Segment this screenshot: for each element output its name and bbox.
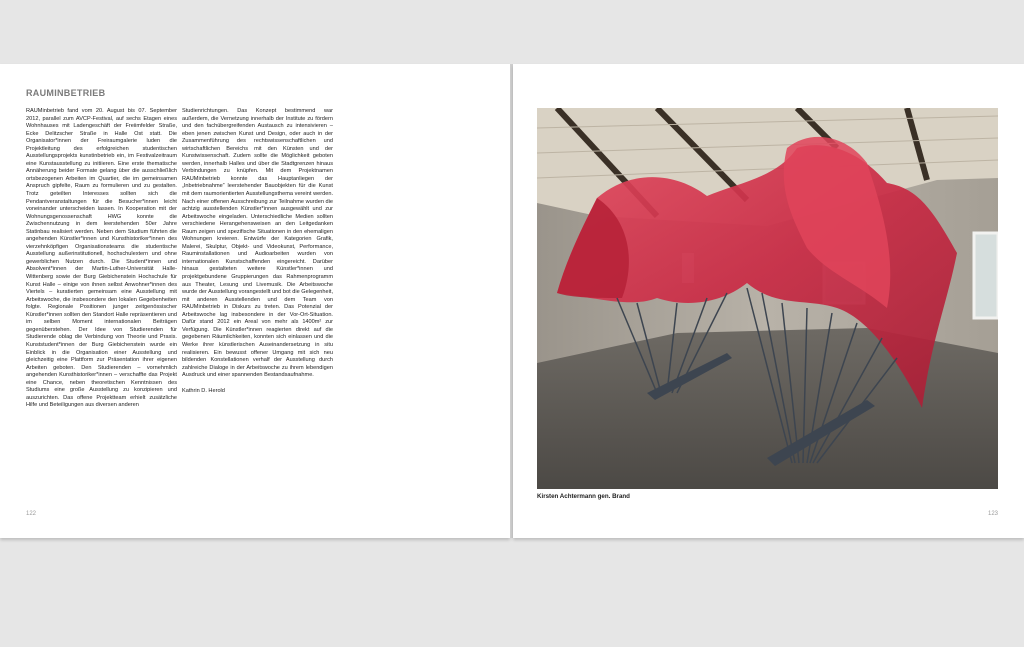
- page-number-left: 122: [26, 511, 37, 517]
- photo-caption: Kirsten Achtermann gen. Brand: [537, 493, 630, 500]
- right-page: [513, 64, 1024, 538]
- installation-photo-illustration: [537, 108, 998, 489]
- text-column-1: [26, 108, 177, 410]
- section-title: RAUMINBETRIEB: [26, 88, 106, 98]
- book-spread: [0, 64, 1024, 540]
- installation-photo: [537, 108, 998, 489]
- body-text-column-1: RAUMinbetrieb fand vom 20. August bis 07. September 2012, parallel zum AVCP-Festival, auf sechs Etagen eines Wohnhauses mit Ladengeschäft der Freiimfelder Straße, Ecke Delitzscher Straße in Halle Ost statt. Die Organisator*innen der Freiraumgalerie luden die Projektleitung des erfolgreichen studentischen Ausstellungsprojekts kunstinbetrieb ein, im Festivalzeitraum eine Kunstausstellung zu initiieren. Eine erste thematische Annäherung beider Formate gelang über die ausschließlich ortsbezogenen Arbeiten im Quartier, die im gemeinsamen Anspruch gipfelte, Raum zu formulieren und zu gestalten. Trotz geteilten Interesses sollten sich die Pendantveranstaltungen für die Besucher*innen leicht voneinander unterscheiden lassen. In Kooperation mit der Wohnungsgenossenschaft HWG konnte die Zwischennutzung in dem leerstehenden 50er Jahre Statinbau realisiert werden. Neben dem Studium führten die angehenden Künstler*innen und Kunsthistoriker*innen des vierzehnköpfigen Organisationsteams die studentische Ausstellung außerinstitutionell, hochschulextern und ohne gewerblichen Nutzen durch. Die Student*innen und Absolvent*innen der Martin-Luther-Universität Halle-Wittenberg sowie der Burg Giebichenstein Hochschule für Kunst Halle – einige von ihnen selbst Anwohner*innen des Viertels – kuratierten gemeinsam eine Ausstellung mit Arbeitswoche, die insbesondere den lokalen Gegebenheiten folgte. Regionale Positionen junger zeitgenössischer Künstler*innen sollten den Standort Halle repräsentieren und im selben Moment internationalen Beiträgen gegenüberstehen. Der Idee von Studierenden für Studierende oblag die Verbindung von Theorie und Praxis. Kunststudent*innen der Burg Giebichenstein wurde ein Einblick in die Organisation einer Ausstellung und gleichzeitig eine Plattform zur Präsentation ihrer eigenen Arbeiten geboten. Den Studierenden – vornehmlich angehenden Kunsthistoriker*innen – verschaffte das Projekt eine Chance, neben theoretischen Kenntnissen des Studiums eine große Ausstellung zu konzipieren und auszurichten. Das offene Projektteam erhielt zusätzliche Hilfe und Beteiligungen aus diversen anderen: [26, 108, 177, 409]
- author-signature: Kathrin D. Herold: [182, 387, 225, 394]
- body-text-column-2: Studienrichtungen. Das Konzept bestimmend war außerdem, die Vernetzung innerhalb der Institute zu fördern und den fachübergreifenden Austausch zu intensivieren – eben jenen zwischen Kunst und Design, oder auch in der Zusammenführung des rechtswissenschaftlichen und wirtschaftlichen Bereichs mit den Künsten und der Kunstwissenschaft. Zudem sollte die Möglichkeit geboten werden, innerhalb Halles und über die Stadtgrenzen hinaus Verbindungen zu knüpfen. Mit dem Projektnamen RAUMinbetrieb konnte das Hauptanliegen der „Inbetriebnahme“ leerstehender Bauobjekten für die Kunst mit dem raumorientierten Ausstellungsthema vereint werden. Nach einer offenen Ausschreibung zur Teilnahme wurden die achtzig ausstellenden Künstler*innen ausgewählt und zur Arbeitswoche eingeladen. Unterschiedliche Medien sollten verschiedene Herangehensweisen an den Leitgedanken Raum zeigen und spezifische Situationen in den ehemaligen Wohnungen kreieren. Entwürfe der Kategorien Grafik, Malerei, Skulptur, Objekt- und Videokunst, Performance, Rauminstallationen und Audioarbeiten wurden von internationalen Kunstschaffenden eingereicht. Darüber hinaus gestalteten weitere Künstler*innen und projektgebundene Gruppierungen das Rahmenprogramm aus Theater, Lesung und Livemusik. Die Arbeitswoche wurde der Ausstellung vorangestellt und bot die Gelegenheit, mit anderen Ausstellenden und dem Team von RAUMinbetrieb in Diskurs zu treten. Das Potenzial der Arbeitswoche lag insbesondere in der Vor-Ort-Situation. Dafür stand 2012 ein Areal von mehr als 1400m² zur Verfügung. Die Künstler*innen reagierten direkt auf die gegebenen Räumlichkeiten, konnten sich einlassen und die Werke ihrer künstlerischen Auseinandersetzung in situ realisieren. Ein bewusst offener Umgang mit sich neu bildenden Konstellationen verhalf der Ausstellung durch zahlreiche Dialoge in der Arbeitswoche zu ihrem lebendigen Ausdruck und einer spannenden Bestandsaufnahme.: [182, 108, 333, 379]
- left-page: [0, 64, 510, 538]
- text-column-2: [182, 108, 333, 395]
- page-number-right: 123: [987, 511, 998, 517]
